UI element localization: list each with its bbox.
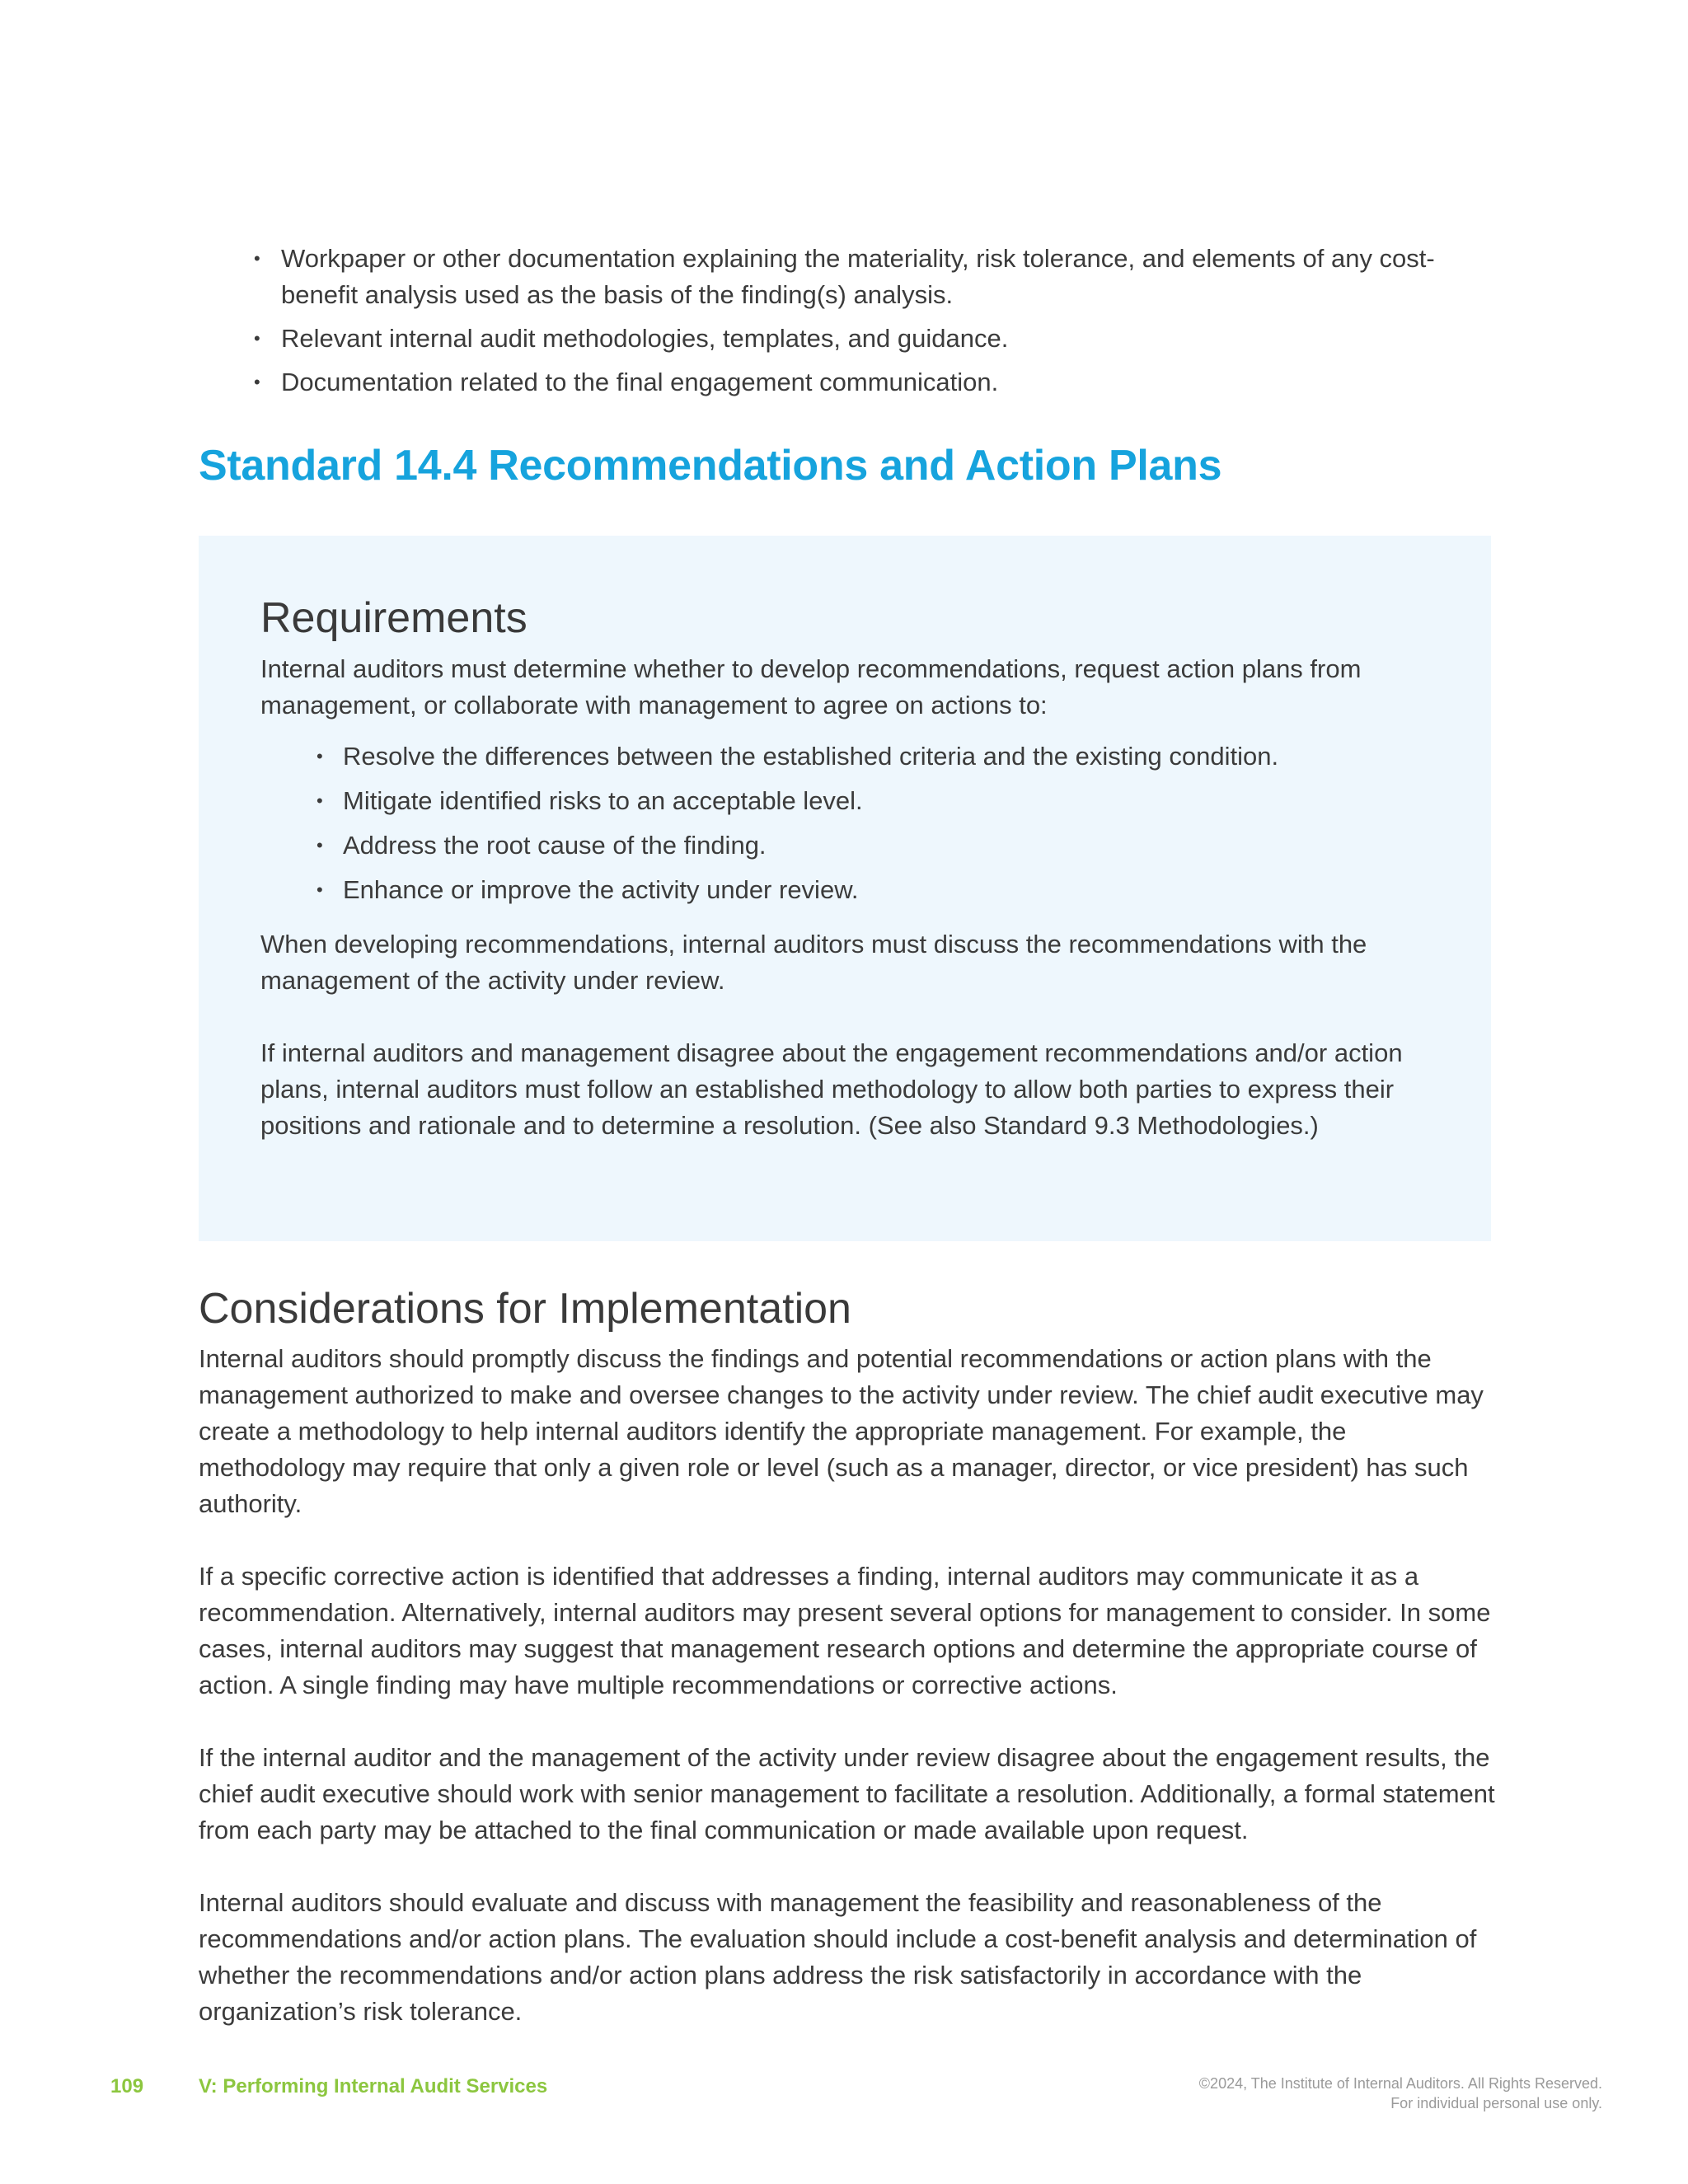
list-item: • Address the root cause of the finding.	[260, 827, 1431, 864]
footer-copyright	[1199, 2074, 1602, 2113]
requirements-box	[199, 536, 1491, 1241]
standard-title: Standard 14.4 Recommendations and Action Plans	[199, 442, 1222, 490]
list-item: • Workpaper or other documentation explaining the materiality, risk tolerance, and elements of any cost-benefit analysis used as the basis of the finding(s) analysis.	[251, 241, 1504, 313]
list-item: • Resolve the differences between the established criteria and the existing condition.	[260, 738, 1431, 775]
considerations-paragraph: If a specific corrective action is identified that addresses a finding, internal auditors may communicate it as a recommendation. Alternatively, internal auditors may present several options for management to consider. In some cases, internal auditors may suggest that management research options and determine the appropriate course of action. A single finding may have multiple recommendations or corrective actions.	[199, 1562, 1491, 1699]
requirements-paragraph-1: When developing recommendations, internal auditors must discuss the recommendations with the management of the activity under review.	[260, 930, 1367, 995]
usage-text: For individual personal use only.	[1390, 2095, 1602, 2111]
list-item: • Mitigate identified risks to an acceptable level.	[260, 783, 1431, 819]
considerations-paragraph: Internal auditors should promptly discuss the findings and potential recommendations or action plans with the management authorized to make and oversee changes to the activity under review. The chief audit executive may create a methodology to help internal auditors identify the appropriate management. For example, the methodology may require that only a given role or level (such as a manager, director, or vice president) has such authority.	[199, 1344, 1484, 1518]
list-item: • Documentation related to the final engagement communication.	[251, 364, 1504, 401]
considerations-paragraph: Internal auditors should evaluate and discuss with management the feasibility and reasonableness of the recommendations and/or action plans. The evaluation should include a cost-benefit analysis and determination of whether the recommendations and/or action plans address the risk satisfactorily in accordance with the organization’s risk tolerance.	[199, 1888, 1477, 2026]
considerations-paragraph: If the internal auditor and the management of the activity under review disagree about the engagement results, the chief audit executive should work with senior management to facilitate a resolution. Additionally, a formal statement from each party may be attached to the final communication or made available upon request.	[199, 1743, 1495, 1844]
requirements-heading: Requirements	[260, 594, 528, 642]
requirements-bullet-list	[260, 738, 1431, 908]
footer-section-title: V: Performing Internal Audit Services	[199, 2075, 548, 2097]
copyright-text: ©2024, The Institute of Internal Auditors. All Rights Reserved.	[1198, 2075, 1602, 2092]
requirements-content	[260, 592, 1431, 1144]
considerations-section	[199, 1282, 1497, 2066]
intro-bullet-list	[251, 241, 1504, 408]
list-item: • Enhance or improve the activity under review.	[260, 872, 1431, 908]
requirements-intro: Internal auditors must determine whether to develop recommendations, request action plans from management, or collaborate with management to agree on actions to:	[260, 654, 1362, 719]
considerations-heading: Considerations for Implementation	[199, 1285, 851, 1333]
list-item: • Relevant internal audit methodologies, templates, and guidance.	[251, 321, 1504, 357]
footer-page-number: 109	[110, 2075, 144, 2097]
requirements-paragraph-2: If internal auditors and management disagree about the engagement recommendations and/or action plans, internal auditors must follow an established methodology to allow both parties to express their positions and rationale and to determine a resolution. (See also Standard 9.3 Methodologies.)	[260, 1038, 1403, 1140]
